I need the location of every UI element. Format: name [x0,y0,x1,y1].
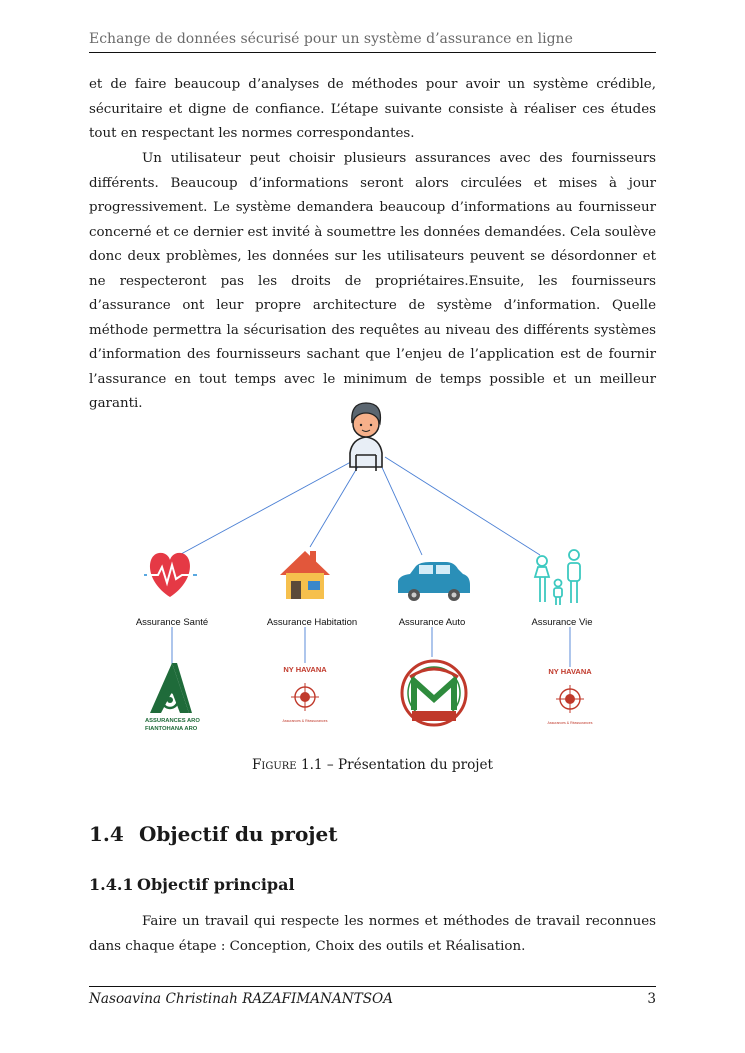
ny-havana-logo [548,667,593,725]
caption-text: Présentation du projet [338,757,494,773]
line-user-vie [385,457,540,555]
car-icon [398,562,470,601]
havana-logo-text: NY HAVANA [548,667,592,676]
category-label: Assurance Vie [531,617,593,628]
footer-author: Nasoavina Christinah RAZAFIMANANTSOA [89,991,393,1007]
section-number: 1.4 [89,822,124,846]
mama-logo [402,661,466,725]
paragraph-2 [89,147,656,417]
havana-logo-subtext: Assurances & Réassurances [282,719,328,723]
header-rule [89,52,656,53]
section-heading [89,822,338,846]
running-header: Echange de données sécurisé pour un système d’assurance en ligne [89,31,573,47]
subsection-number: 1.4.1 [89,875,134,894]
havana-logo-subtext: Assurances & Réassurances [547,721,593,725]
paragraph-3 [89,910,656,959]
aro-logo-text: FIANTOHANA ARO [145,726,198,732]
subsection-heading [89,875,295,894]
heart-pulse-icon [144,553,197,597]
paragraph-1: et de faire beaucoup d’analyses de méthodes pour avoir un système crédible, sécuritaire et digne de confiance. L’étape suivante consiste à réaliser ces études tout en respectant les normes correspondantes. [89,77,656,141]
family-icon [535,550,580,605]
section-title: Objectif du projet [139,822,338,846]
line-user-habitation [310,463,360,547]
ny-havana-logo [283,665,328,723]
footer-rule [89,986,656,987]
category-label: Assurance Auto [398,617,466,628]
line-user-sante [170,457,360,560]
figure-caption [89,757,656,773]
aro-logo-text: ASSURANCES ARO [145,718,200,724]
havana-logo-text: NY HAVANA [283,665,327,674]
category-label: Assurance Santé [135,617,209,628]
connection-lines [170,457,570,667]
caption-number: 1.1 – [300,757,334,773]
page-number: 3 [647,991,656,1007]
category-label: Assurance Habitation [266,617,358,628]
aro-logo [145,663,200,732]
subsection-title: Objectif principal [137,875,295,894]
paragraph-3-text: Faire un travail qui respecte les normes et méthodes de travail reconnues dans chaque étape : Conception, Choix des outils et Réalisation. [89,914,656,954]
house-icon [280,551,330,599]
project-figure [130,395,610,755]
paragraph-2-text: Un utilisateur peut choisir plusieurs assurances avec des fournisseurs différents. Beaucoup d’informations seront alors circulées et mises à jour progressivement. Le système demandera beaucoup d’informations au fournisseur concerné et ce dernier est invité à soumettre les données demandées. Cela soulève donc deux problèmes, les données sur les utilisateurs peuvent se désordonner et ne respecteront pas les droits de propriétaires.Ensuite, les fournisseurs d’assurance ont leur propre architecture de système d’information. Quelle méthode permettra la sécurisation des requêtes au niveau des différents systèmes d’information des fournisseurs sachant que l’enjeu de l’application est de fournir l’assurance en tout temps avec le minimum de temps possible et un meilleur garanti. [89,151,656,411]
user-icon [350,403,382,471]
caption-prefix: Figure [251,757,297,773]
